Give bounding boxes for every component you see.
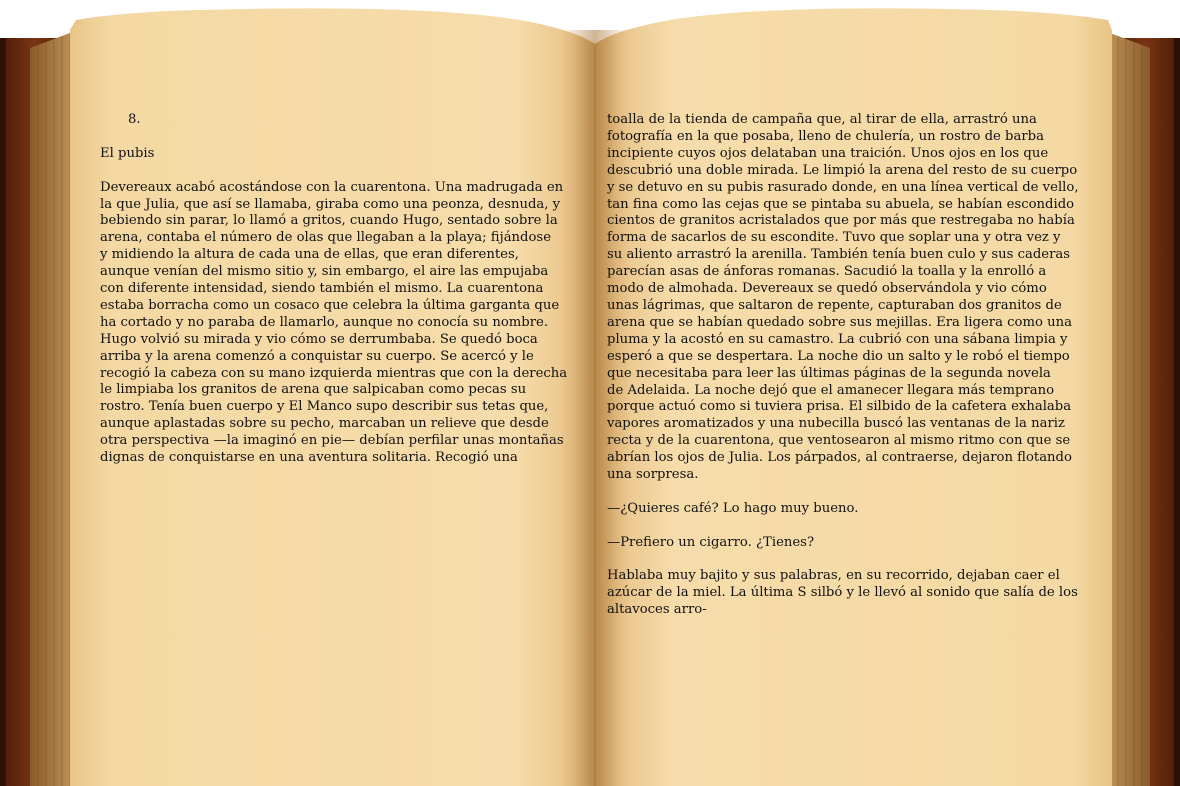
text-line: esperó a que se despertara. La noche dio un salto y le robó el tiempo: [607, 348, 1070, 364]
text-line: recta y de la cuarentona, que ventosearon al mismo ritmo con que se: [607, 433, 1071, 449]
text-line: aunque aplastadas sobre su pecho, marcaban un relieve que desde: [100, 416, 549, 432]
text-line: altavoces arro-: [607, 602, 707, 618]
dialogue-line: —Prefiero un cigarro. ¿Tienes?: [607, 534, 815, 550]
text-line: unas lágrimas, que saltaron de repente, capturaban dos granitos de: [607, 297, 1062, 313]
text-line: una sorpresa.: [607, 467, 699, 483]
text-line: ha cortado y no paraba de llamarlo, aunque no conocía su nombre.: [100, 314, 549, 330]
text-line: modo de almohada. Devereaux se quedó observándola y vio cómo: [607, 281, 1047, 297]
chapter-number: 8.: [128, 112, 141, 127]
text-line: su aliento arrastró la arenilla. También tenía buen culo y sus caderas: [607, 247, 1071, 263]
text-line: Hugo volvió su mirada y vio cómo se derrumbaba. Se quedó boca: [100, 331, 538, 347]
chapter-title: El pubis: [100, 145, 155, 161]
text-line: recogió la cabeza con su mano izquierda mientras que con la derecha: [100, 365, 568, 381]
text-line: con diferente intensidad, siendo también el mismo. La cuarentona: [100, 281, 544, 297]
text-line: le limpiaba los granitos de arena que salpicaban como pecas su: [100, 382, 527, 398]
text-line: descubrió una doble mirada. Le limpió la arena del resto de su cuerpo: [607, 162, 1078, 178]
text-line: forma de sacarlos de su escondite. Tuvo que soplar una y otra vez y: [607, 230, 1061, 246]
text-line: la que Julia, que así se llamaba, giraba como una peonza, desnuda, y: [100, 196, 561, 212]
text-line: Hablaba muy bajito y sus palabras, en su recorrido, dejaban caer el: [607, 568, 1060, 584]
text-line: arena, contaba el número de olas que llegaban a la playa; fijándose: [100, 230, 552, 246]
text-line: de Adelaida. La noche dejó que el amanecer llegara más temprano: [607, 382, 1055, 398]
text-line: bebiendo sin parar, lo llamó a gritos, cuando Hugo, sentado sobre la: [100, 213, 558, 229]
right-page-text: [607, 112, 1079, 619]
text-line: vapores aromatizados y una nubecilla buscó las ventanas de la nariz: [607, 416, 1065, 432]
text-line: Devereaux acabó acostándose con la cuarentona. Una madrugada en: [100, 179, 564, 195]
text-line: estaba borracha como un cosaco que celebra la última garganta que: [100, 297, 560, 313]
text-line: que necesitaba para leer las últimas páginas de la segunda novela: [607, 365, 1051, 381]
text-line: y midiendo la altura de cada una de ellas, que eran diferentes,: [100, 247, 519, 263]
text-line: parecían asas de ánforas romanas. Sacudió la toalla y la enrolló a: [607, 264, 1047, 280]
text-line: rostro. Tenía buen cuerpo y El Manco supo describir sus tetas que,: [100, 399, 549, 415]
text-line: dignas de conquistarse en una aventura solitaria. Recogió una: [100, 450, 518, 466]
text-line: arena que se habían quedado sobre sus mejillas. Era ligera como una: [607, 314, 1072, 330]
text-line: porque actuó como si tuviera prisa. El silbido de la cafetera exhalaba: [607, 399, 1072, 415]
text-line: aunque venían del mismo sitio y, sin embargo, el aire las empujaba: [100, 264, 549, 280]
text-line: abrían los ojos de Julia. Los párpados, al contraerse, dejaron flotando: [607, 450, 1072, 466]
text-line: azúcar de la miel. La última S silbó y le llevó al sonido que salía de los: [607, 585, 1078, 601]
dialogue-line: —¿Quieres café? Lo hago muy bueno.: [607, 500, 859, 516]
text-line: toalla de la tienda de campaña que, al tirar de ella, arrastró una: [607, 112, 1037, 127]
text-line: otra perspectiva —la imaginó en pie— debían perfilar unas montañas: [100, 433, 564, 449]
text-line: arriba y la arena comenzó a conquistar su cuerpo. Se acercó y le: [100, 348, 534, 364]
text-line: fotografía en la que posaba, lleno de chulería, un rostro de barba: [607, 128, 1044, 144]
text-line: tan fina como las cejas que se pintaba su abuela, se habían escondido: [607, 196, 1075, 212]
text-line: pluma y la acostó en su camastro. La cubrió con una sábana limpia y: [607, 331, 1068, 347]
left-page-text: [100, 112, 567, 467]
text-line: incipiente cuyos ojos delataban una traición. Unos ojos en los que: [607, 145, 1049, 161]
text-line: cientos de granitos acristalados que por más que restregaba no había: [607, 213, 1075, 229]
text-line: y se detuvo en su pubis rasurado donde, en una línea vertical de vello,: [607, 179, 1079, 195]
